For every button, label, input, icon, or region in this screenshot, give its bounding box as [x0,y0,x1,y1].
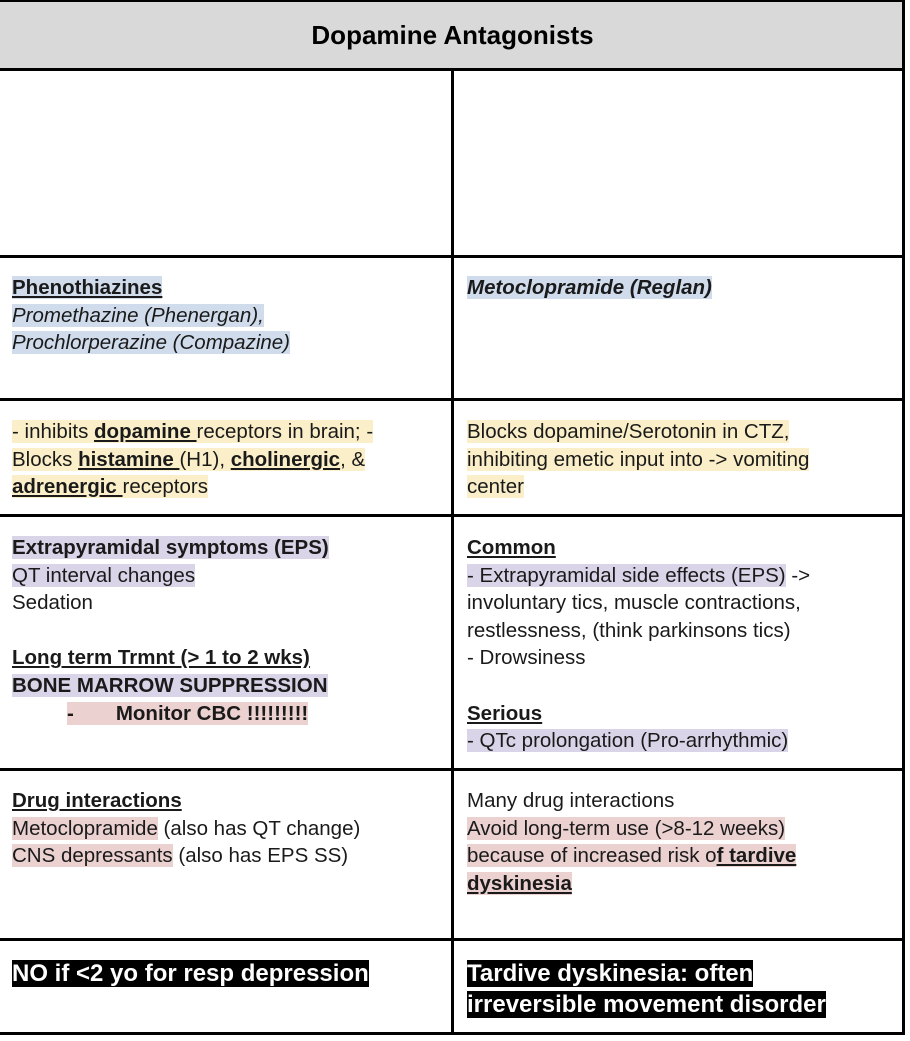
column-divider [451,68,454,1035]
metoclopramide-heading: Metoclopramide (Reglan) [467,276,712,299]
many-interactions-text: Many drug interactions [467,789,675,812]
border-right [902,0,905,1035]
di-metoclopramide-note: (also has QT change) [157,816,361,840]
right-moa-line-1: Blocks dopamine/Serotonin in CTZ, [467,420,790,443]
common-line-2: involuntary tics, muscle contractions, [467,591,801,615]
left-mechanism-cell [12,418,373,501]
border-top [0,0,905,2]
common-heading: Common [467,536,556,559]
common-line-3: restlessness, (think parkinsons tics) [467,618,791,642]
qtc-prolongation-text: - QTc prolongation (Pro-arrhythmic) [467,729,789,753]
right-side-effects-cell [467,534,810,755]
di-metoclopramide: Metoclopramide [12,816,158,840]
common-arrow: -> [785,563,811,587]
left-drugs-line-1: Promethazine (Phenergan), [12,303,264,327]
moa-dopamine: dopamine [94,420,197,443]
left-drugs-line-2: Prochlorperazine (Compazine) [12,331,291,355]
long-term-heading: Long term Trmnt (> 1 to 2 wks) [12,646,310,670]
qt-interval-text: QT interval changes [12,563,196,587]
left-warning-cell [12,958,369,989]
right-moa-line-3: center [467,475,524,499]
moa-text-1: - inhibits [12,420,95,443]
moa-histamine: histamine [78,447,180,471]
dyskinesia-text: dyskinesia [467,871,572,895]
monitor-cbc-text: Monitor CBC !!!!!!!!! [115,701,309,725]
drug-interactions-heading: Drug interactions [12,789,182,812]
tardive-warning-line-1: Tardive dyskinesia: often [467,960,754,987]
right-drug-interactions-cell [467,787,796,897]
moa-text-3: Blocks [12,447,79,471]
di-cns-note: (also has EPS SS) [172,844,349,868]
monitor-dash: - [67,701,74,725]
avoid-long-term-text: Avoid long-term use (>8-12 weeks) [467,816,786,840]
right-mechanism-cell [467,418,809,501]
left-side-effects-cell [12,534,329,727]
resp-depression-warning: NO if <2 yo for resp depression [12,960,369,987]
tardive-text: f tardive [716,844,797,868]
because-risk-text: because of increased risk o [467,844,717,868]
serious-heading: Serious [467,701,543,725]
bone-marrow-text: BONE MARROW SUPPRESSION [12,673,328,697]
table-title: Dopamine Antagonists [311,20,594,50]
drowsiness-text: - Drowsiness [467,646,586,670]
common-eps-text: - Extrapyramidal side effects (EPS) [467,563,786,587]
moa-text-6: receptors [122,475,208,499]
right-warning-cell [467,958,826,1020]
sedation-text: Sedation [12,591,93,615]
moa-text-5: , & [340,447,366,471]
left-drug-class-cell [12,274,290,357]
moa-text-4: (H1), [179,447,231,471]
right-moa-line-2: inhibiting emetic input into -> vomiting [467,447,810,471]
phenothiazines-heading: Phenothiazines [12,276,163,299]
moa-cholinergic: cholinergic [230,447,341,471]
moa-adrenergic: adrenergic [12,475,123,499]
left-drug-interactions-cell [12,787,360,870]
di-cns-depressants: CNS depressants [12,844,173,868]
moa-text-2: receptors in brain; - [196,420,374,443]
eps-text: Extrapyramidal symptoms (EPS) [12,536,329,559]
tardive-warning-line-2: irreversible movement disorder [467,991,826,1018]
right-drug-cell [467,274,712,302]
